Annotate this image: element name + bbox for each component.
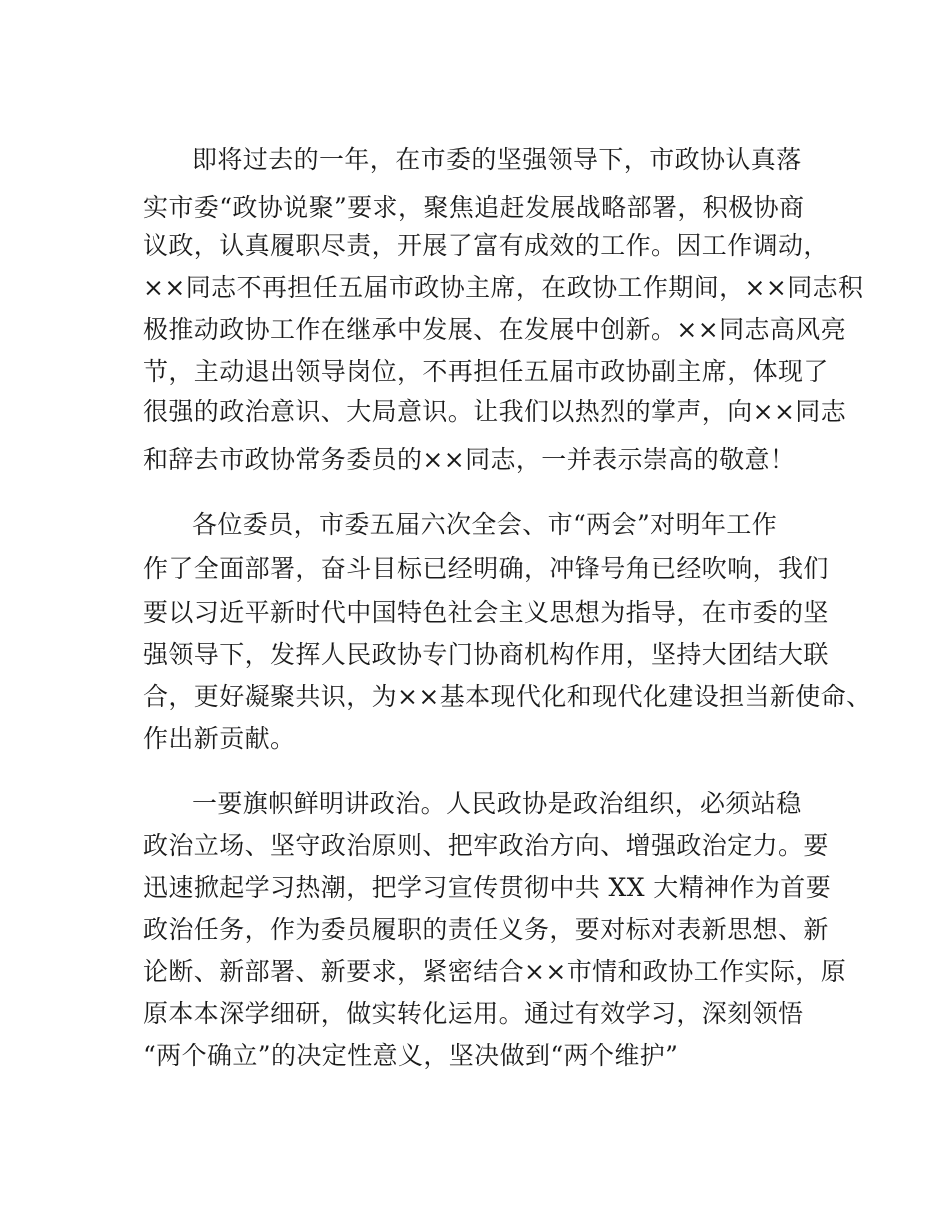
paragraph-3-line-2: 政治立场、坚守政治原则、把牢政治方向、增强政治定力。要 xyxy=(143,831,829,860)
paragraph-1-line-1: 即将过去的一年，在市委的坚强领导下，市政协认真落 xyxy=(192,145,802,174)
paragraph-1-line-5: 极推动政协工作在继承中发展、在发展中创新。××同志高风亮 xyxy=(143,315,847,344)
paragraph-1-line-8: 和辞去市政协常务委员的××同志，一并表示崇高的敬意！ xyxy=(143,445,796,474)
paragraph-2-line-6: 作出新贡献。 xyxy=(143,724,296,753)
paragraph-2-line-2: 作了全面部署，奋斗目标已经明确，冲锋号角已经吹响，我们 xyxy=(143,554,829,583)
paragraph-1-line-7: 很强的政治意识、大局意识。让我们以热烈的掌声，向××同志 xyxy=(143,397,847,426)
paragraph-2-line-5: 合，更好凝聚共识，为××基本现代化和现代化建设担当新使命、 xyxy=(143,682,872,711)
paragraph-3-line-3: 迅速掀起学习热潮，把学习宣传贯彻中共 XX 大精神作为首要 xyxy=(143,873,832,902)
paragraph-3-line-7: “两个确立”的决定性意义，坚决做到“两个维护” xyxy=(143,1041,679,1070)
paragraph-1-line-3: 议政，认真履职尽责，开展了富有成效的工作。因工作调动， xyxy=(143,231,829,260)
paragraph-3-line-6: 原本本深学细研，做实转化运用。通过有效学习，深刻领悟 xyxy=(143,999,804,1028)
paragraph-3-line-1: 一要旗帜鲜明讲政治。人民政协是政治组织，必须站稳 xyxy=(192,789,802,818)
paragraph-1-line-6: 节，主动退出领导岗位，不再担任五届市政协副主席，体现了 xyxy=(143,357,829,386)
paragraph-3-line-5: 论断、新部署、新要求，紧密结合××市情和政协工作实际，原 xyxy=(143,957,847,986)
paragraph-2-line-1: 各位委员，市委五届六次全会、市“两会”对明年工作 xyxy=(192,510,778,539)
paragraph-1-line-2: 实市委“政协说聚”要求，聚焦追赶发展战略部署，积极协商 xyxy=(143,193,805,222)
paragraph-3-line-4: 政治任务，作为委员履职的责任义务，要对标对表新思想、新 xyxy=(143,915,829,944)
paragraph-2-line-4: 强领导下，发挥人民政协专门协商机构作用，坚持大团结大联 xyxy=(143,640,829,669)
paragraph-2-line-3: 要以习近平新时代中国特色社会主义思想为指导，在市委的坚 xyxy=(143,598,829,627)
paragraph-1-line-4: ××同志不再担任五届市政协主席，在政协工作期间，××同志积 xyxy=(143,273,864,302)
